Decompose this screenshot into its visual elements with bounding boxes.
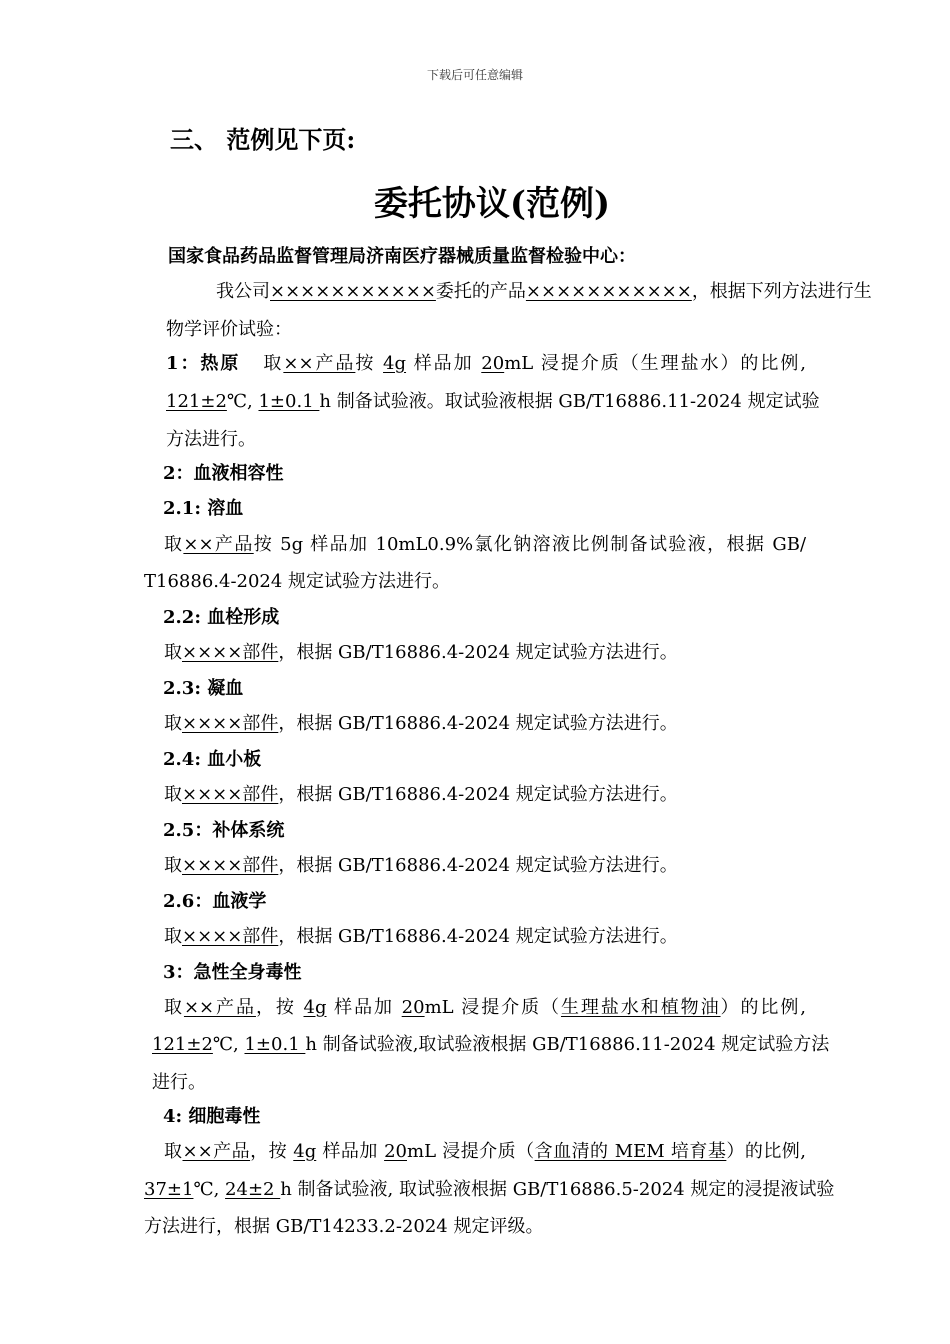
item3-line-1: 取××产品，按 4g 样品加 20mL 浸提介质（生理盐水和植物油）的比例, (164, 997, 807, 1018)
item1-line-2: 121±2℃, 1±0.1 h 制备试验液。取试验液根据 GB/T16886.11-2024 规定试验 (166, 391, 820, 412)
product-blank: ××××××××××× (525, 281, 692, 302)
intro-line-1: 我公司×××××××××××委托的产品×××××××××××，根据下列方法进行生 (216, 281, 872, 302)
document-title: 委托协议(范例) (373, 184, 611, 224)
item2-6-text: 取××××部件，根据 GB/T16886.4-2024 规定试验方法进行。 (164, 926, 678, 947)
item1-line-1: 1：热原 取××产品按 4g 样品加 20mL 浸提介质（生理盐水）的比例, (166, 353, 807, 374)
item4-line-2: 37±1℃, 24±2 h 制备试验液, 取试验液根据 GB/T16886.5-2024 规定的浸提液试验 (144, 1179, 835, 1200)
item2-5-text: 取××××部件，根据 GB/T16886.4-2024 规定试验方法进行。 (164, 855, 678, 876)
item2-2-heading: 2.2: 血栓形成 (163, 607, 280, 628)
item2-heading: 2：血液相容性 (163, 463, 284, 484)
item4-heading: 4: 细胞毒性 (163, 1106, 261, 1127)
item2-3-text: 取××××部件，根据 GB/T16886.4-2024 规定试验方法进行。 (164, 713, 678, 734)
item2-1-heading: 2.1: 溶血 (163, 498, 244, 519)
item3-line-3: 进行。 (152, 1072, 206, 1093)
page-header: 下载后可任意编辑 (426, 68, 523, 82)
item4-line-1: 取××产品，按 4g 样品加 20mL 浸提介质（含血清的 MEM 培育基）的比例, (164, 1141, 806, 1162)
item2-3-heading: 2.3: 凝血 (163, 678, 244, 699)
item2-5-heading: 2.5：补体系统 (163, 820, 285, 841)
item2-6-heading: 2.6：血液学 (163, 891, 267, 912)
item2-4-heading: 2.4: 血小板 (163, 749, 262, 770)
item4-line-3: 方法进行，根据 GB/T14233.2-2024 规定评级。 (144, 1216, 544, 1237)
item3-heading: 3：急性全身毒性 (163, 962, 302, 983)
item1-heading: 1：热原 (166, 353, 241, 374)
addressee: 国家食品药品监督管理局济南医疗器械质量监督检验中心： (168, 246, 636, 267)
intro-line-2: 物学评价试验： (166, 319, 292, 340)
item1-line-3: 方法进行。 (166, 429, 256, 450)
section-title: 三、 范例见下页: (170, 125, 356, 154)
item2-1-line-1: 取××产品按 5g 样品加 10mL0.9%氯化钠溶液比例制备试验液，根据 GB/ (164, 534, 807, 555)
company-blank: ××××××××××× (270, 281, 436, 302)
item2-2-text: 取××××部件，根据 GB/T16886.4-2024 规定试验方法进行。 (164, 642, 678, 663)
item3-line-2: 121±2℃, 1±0.1 h 制备试验液,取试验液根据 GB/T16886.11-2024 规定试验方法 (152, 1034, 830, 1055)
item2-4-text: 取××××部件，根据 GB/T16886.4-2024 规定试验方法进行。 (164, 784, 678, 805)
item2-1-line-2: T16886.4-2024 规定试验方法进行。 (144, 571, 451, 592)
